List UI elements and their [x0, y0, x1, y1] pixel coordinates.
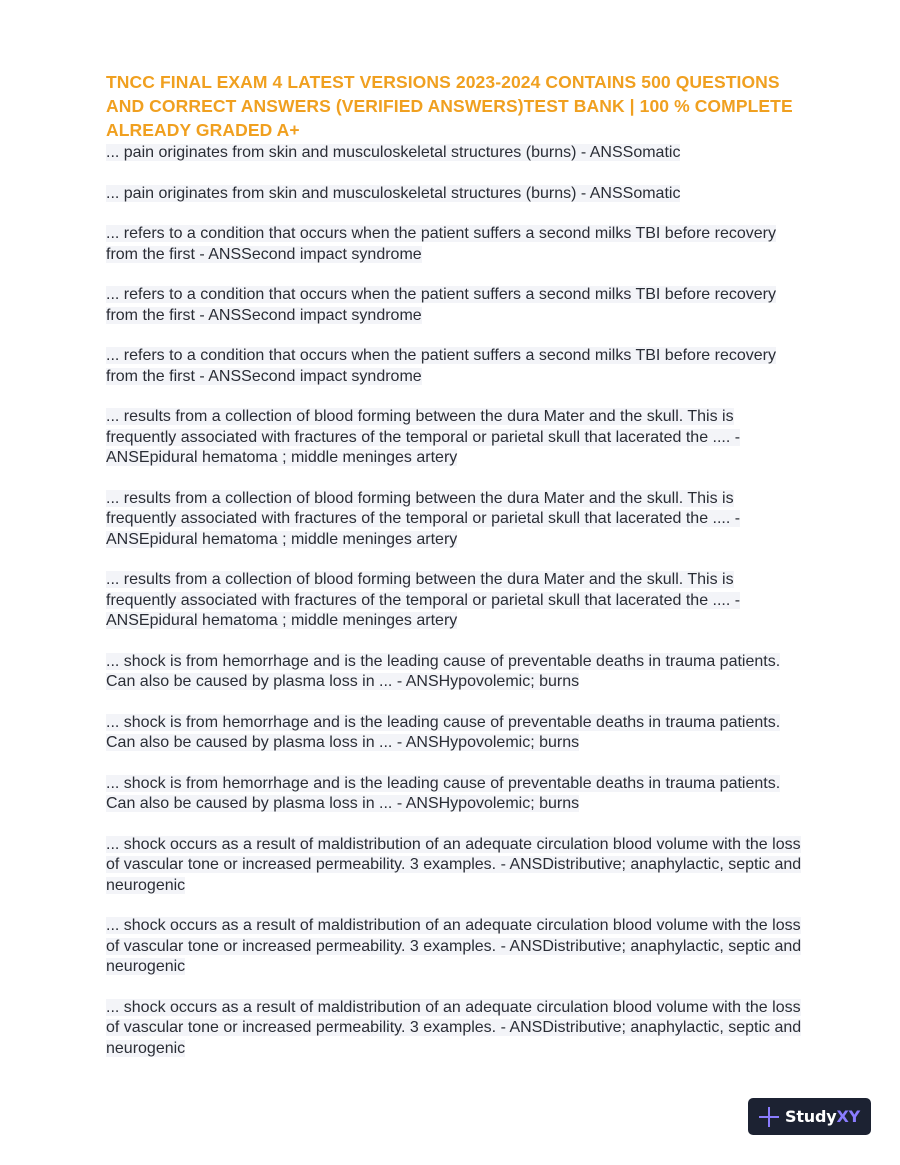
qa-item-text: ... shock is from hemorrhage and is the leading cause of preventable deaths in trauma patients. Can also be caused by plasma loss in ... - ANSHypovolemic; burns	[106, 774, 781, 812]
qa-item-text: ... results from a collection of blood forming between the dura Mater and the skull. This is frequently associated with fractures of the temporal or parietal skull that lacerated the .... - ANSEpidural hematoma ; middle meninges artery	[106, 408, 741, 466]
studyxy-badge[interactable]	[748, 1098, 871, 1135]
qa-item-text: ... refers to a condition that occurs when the patient suffers a second milks TBI before recovery from the first - ANSSecond impact syndrome	[106, 286, 776, 324]
document-page	[106, 70, 806, 1079]
qa-item-text: ... results from a collection of blood forming between the dura Mater and the skull. This is frequently associated with fractures of the temporal or parietal skull that lacerated the .... - ANSEpidural hematoma ; middle meninges artery	[106, 571, 741, 629]
qa-item-text: ... refers to a condition that occurs when the patient suffers a second milks TBI before recovery from the first - ANSSecond impact syndrome	[106, 225, 776, 263]
qa-item-text: ... pain originates from skin and musculoskeletal structures (burns) - ANSSomatic	[106, 184, 681, 202]
qa-item	[106, 285, 806, 326]
qa-item	[106, 774, 806, 815]
brand-suffix: XY	[836, 1107, 860, 1126]
qa-item-text: ... shock is from hemorrhage and is the leading cause of preventable deaths in trauma patients. Can also be caused by plasma loss in ... - ANSHypovolemic; burns	[106, 652, 781, 690]
qa-item	[106, 407, 806, 469]
qa-item	[106, 184, 806, 205]
qa-item	[106, 998, 806, 1060]
qa-item	[106, 713, 806, 754]
qa-item-text: ... shock occurs as a result of maldistribution of an adequate circulation blood volume with the loss of vascular tone or increased permeability. 3 examples. - ANSDistributive; anaphylactic, septic and neurogenic	[106, 835, 802, 894]
brand-prefix: Study	[785, 1107, 837, 1126]
qa-item	[106, 346, 806, 387]
qa-item-text: ... shock is from hemorrhage and is the leading cause of preventable deaths in trauma patients. Can also be caused by plasma loss in ... - ANSHypovolemic; burns	[106, 713, 781, 751]
qa-item	[106, 143, 806, 164]
qa-item-text: ... results from a collection of blood forming between the dura Mater and the skull. This is frequently associated with fractures of the temporal or parietal skull that lacerated the .... - ANSEpidural hematoma ; middle meninges artery	[106, 489, 741, 548]
brand-name	[785, 1107, 860, 1126]
document-title: TNCC FINAL EXAM 4 LATEST VERSIONS 2023-2024 CONTAINS 500 QUESTIONS AND CORRECT ANSWERS (VERIFIED ANSWERS)TEST BANK | 100 % COMPLETE ALREADY GRADED A+	[106, 72, 793, 140]
qa-item-text: ... shock occurs as a result of maldistribution of an adequate circulation blood volume with the loss of vascular tone or increased permeability. 3 examples. - ANSDistributive; anaphylactic, septic and neurogenic	[106, 998, 802, 1057]
qa-item	[106, 570, 806, 632]
qa-list	[106, 143, 806, 1059]
qa-item-text: ... shock occurs as a result of maldistribution of an adequate circulation blood volume with the loss of vascular tone or increased permeability. 3 examples. - ANSDistributive; anaphylactic, septic and neurogenic	[106, 917, 802, 975]
qa-item	[106, 224, 806, 265]
qa-item	[106, 489, 806, 551]
qa-item-text: ... pain originates from skin and musculoskeletal structures (burns) - ANSSomatic	[106, 144, 681, 161]
qa-item	[106, 652, 806, 693]
qa-item	[106, 835, 806, 897]
qa-item	[106, 916, 806, 978]
qa-item-text: ... refers to a condition that occurs when the patient suffers a second milks TBI before recovery from the first - ANSSecond impact syndrome	[106, 347, 776, 385]
plus-icon	[758, 1106, 780, 1128]
